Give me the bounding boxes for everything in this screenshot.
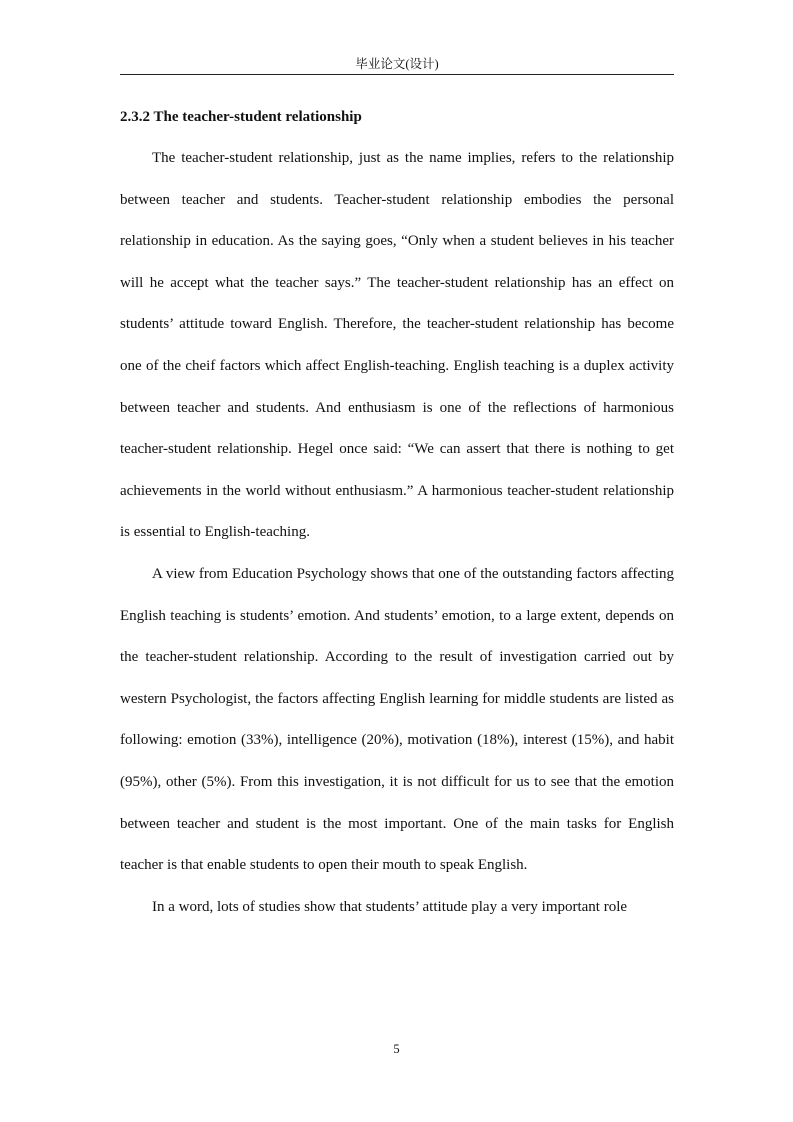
- page-number: 5: [393, 1042, 400, 1056]
- paragraph: A view from Education Psychology shows that one of the outstanding factors affecting English teaching is students’ emotion. And students’ emotion, to a large extent, depends on the teacher-student relationship. According to the result of investigation carried out by western Psychologist, the factors affecting English learning for middle students are listed as following: emotion (33%), intelligence (20%), motivation (18%), interest (15%), and habit (95%), other (5%). From this investigation, it is not difficult for us to see that the emotion between teacher and student is the most important. One of the main tasks for English teacher is that enable students to open their mouth to speak English.: [120, 565, 674, 874]
- paragraph: In a word, lots of studies show that students’ attitude play a very important role: [152, 898, 628, 915]
- section-heading: 2.3.2 The teacher-student relationship: [120, 109, 362, 125]
- body-text: [120, 138, 674, 928]
- page-header: [120, 0, 674, 75]
- running-title: 毕业论文(设计): [355, 57, 439, 71]
- paragraph: The teacher-student relationship, just as the name implies, refers to the relationship between teacher and students. Teacher-student relationship embodies the personal relationship in education. As the saying goes, “Only when a student believes in his teacher will he accept what the teacher says.” The teacher-student relationship has an effect on students’ attitude toward English. Therefore, the teacher-student relationship has become one of the cheif factors which affect English-teaching. English teaching is a duplex activity between teacher and students. And enthusiasm is one of the reflections of harmonious teacher-student relationship. Hegel once said: “We can assert that there is nothing to get achievements in the world without enthusiasm.” A harmonious teacher-student relationship is essential to English-teaching.: [120, 150, 674, 541]
